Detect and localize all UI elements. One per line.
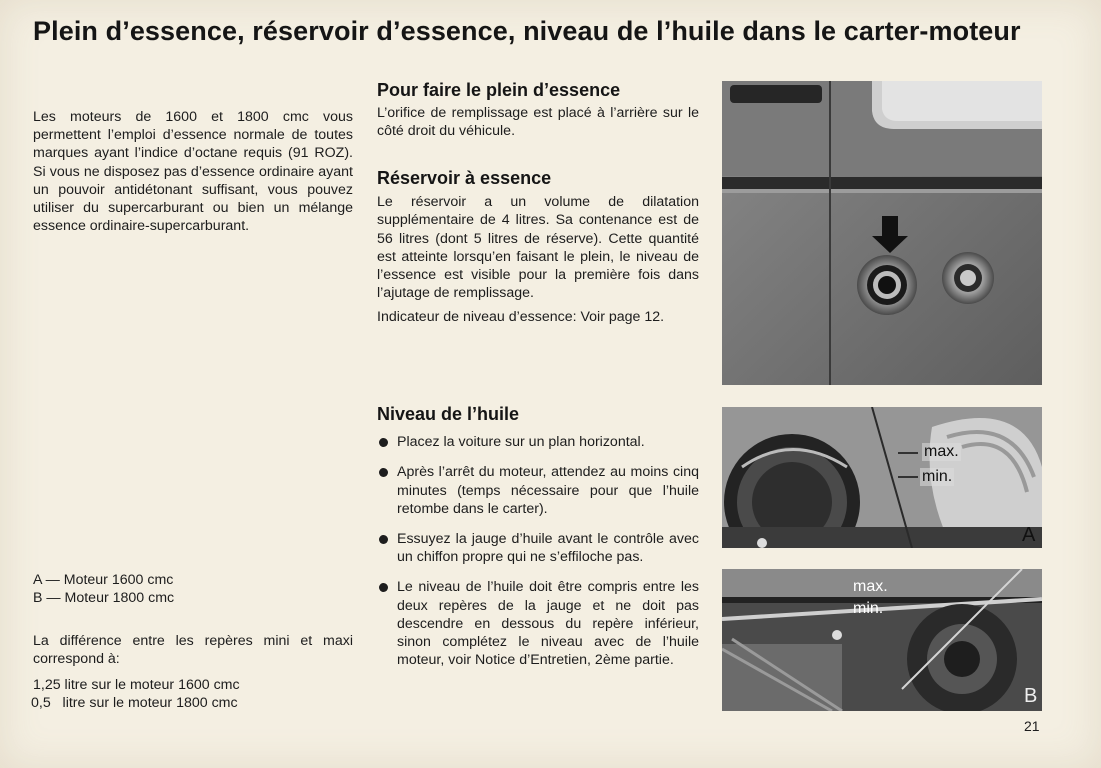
- bullet-dot-icon: [379, 438, 388, 447]
- page-number: 21: [1024, 718, 1040, 734]
- heading-huile: Niveau de l’huile: [377, 404, 520, 424]
- bullet-list: [377, 433, 699, 669]
- section-reservoir: [377, 169, 699, 327]
- engine-photo-a: [722, 407, 1042, 548]
- text-plein: L’orifice de remplissage est placé à l’arrière sur le côté droit du véhicule.: [377, 105, 699, 140]
- section-huile: [377, 405, 699, 681]
- photo-a-letter: A: [1022, 524, 1036, 546]
- litre-b: 0,5 litre sur le moteur 1800 cmc: [31, 695, 238, 712]
- fuel-filler-illustration: [722, 81, 1042, 385]
- fuel-filler-photo: [722, 81, 1042, 385]
- list-item: Essuyez la jauge d’huile avant le contrôle avec un chiffon propre qui ne s’effiloche pas.: [377, 530, 699, 566]
- bullet-dot-icon: [379, 583, 388, 592]
- min-label: min.: [853, 600, 884, 617]
- heading-plein: Pour faire le plein d’essence: [377, 80, 621, 100]
- difference-paragraph: La différence entre les repères mini et maxi correspond à:: [33, 633, 353, 668]
- bullet-dot-icon: [379, 535, 388, 544]
- intro-paragraph: Les moteurs de 1600 et 1800 cmc vous permettent l’emploi d’essence normale de toutes marques ayant l’indice d’octane requis (91 ROZ). Si vous ne disposez pas d’essence ordinaire ayant un pouvoir antidétonant suffisant, vous pouvez utiliser du supercarburant ou bien un mélange essence ordinaire-supercarburant.: [33, 109, 353, 235]
- list-item: Après l’arrêt du moteur, attendez au moins cinq minutes (temps nécessaire pour que l’huile retombe dans le carter).: [377, 463, 699, 518]
- litre-a: 1,25 litre sur le moteur 1600 cmc: [33, 677, 240, 693]
- section-plein: [377, 81, 699, 141]
- bullet-dot-icon: [379, 468, 388, 477]
- engine-a-illustration: [722, 407, 1042, 548]
- photo-b-letter: B: [1024, 685, 1038, 707]
- heading-reservoir: Réservoir à essence: [377, 168, 552, 188]
- engine-photo-b: [722, 569, 1042, 711]
- legend-a: A — Moteur 1600 cmc: [33, 572, 174, 588]
- litre-list: [33, 676, 353, 712]
- max-label: max.: [853, 578, 888, 595]
- legend-b: B — Moteur 1800 cmc: [33, 590, 175, 607]
- min-label: min.: [922, 468, 953, 485]
- max-label: max.: [924, 443, 959, 460]
- text-reservoir: Le réservoir a un volume de dilatation supplémentaire de 4 litres. Sa contenance est de 56 litres (dont 5 litres de réserve). Cette quantité est atteinte lorsqu’en faisant le plein, le niveau de l’essence est visible pour la première fois dans l’ajutage de remplissage.: [377, 194, 699, 302]
- engine-legend: [33, 571, 353, 607]
- page-title: Plein d’essence, réservoir d’essence, niveau de l’huile dans le carter-moteur: [33, 16, 1021, 46]
- text-indicator: Indicateur de niveau d’essence: Voir page 12.: [377, 309, 665, 326]
- list-item: Le niveau de l’huile doit être compris entre les deux repères de la jauge et ne doit pas descendre en dessous du repère inférieur, sinon complétez le niveau avec de l’huile moteur, voir Notice d’Entretien, 2ème partie.: [377, 578, 699, 669]
- list-item: Placez la voiture sur un plan horizontal.: [377, 433, 699, 451]
